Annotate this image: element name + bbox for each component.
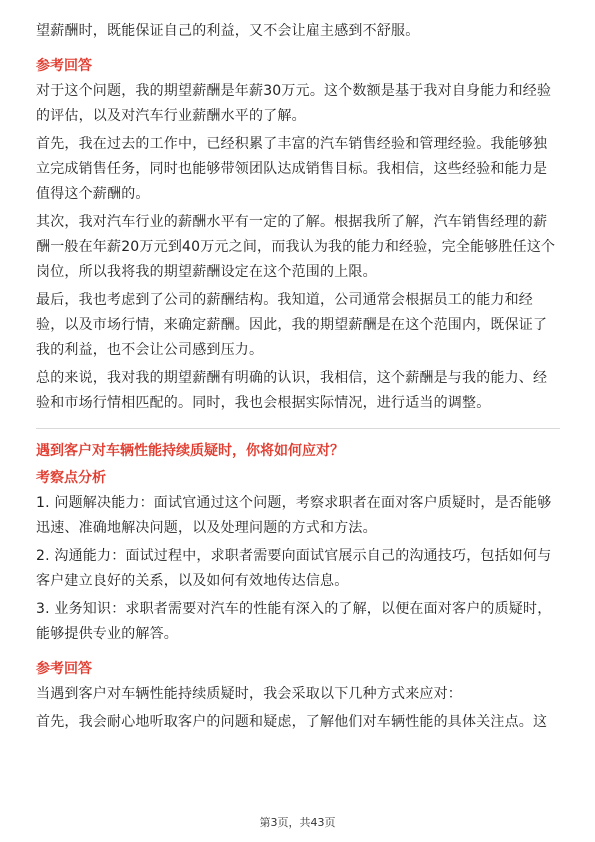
page-content — [36, 19, 560, 738]
reference-answer-label: 参考回答 — [36, 661, 92, 677]
answer-paragraph: 对于这个问题，我的期望薪酬是年薪30万元。这个数额是基于我对自身能力和经验的评估，以及对汽车行业薪酬水平的了解。 — [36, 83, 552, 124]
continuation-paragraph: 望薪酬时，既能保证自己的利益，又不会让雇主感到不舒服。 — [36, 23, 420, 39]
question-title: 遇到客户对车辆性能持续质疑时，你将如何应对？ — [36, 443, 344, 459]
answer-paragraph: 最后，我也考虑到了公司的薪酬结构。我知道，公司通常会根据员工的能力和经验，以及市场行情，来确定薪酬。因此，我的期望薪酬是在这个范围内，既保证了我的利益，也不会让公司感到压力。 — [36, 292, 548, 358]
analysis-point: 3. 业务知识：求职者需要对汽车的性能有深入的了解，以便在面对客户的质疑时，能够提供专业的解答。 — [36, 601, 552, 642]
analysis-label: 考察点分析 — [36, 470, 106, 486]
answer-paragraph: 当遇到客户对车辆性能持续质疑时，我会采取以下几种方式来应对： — [36, 686, 462, 702]
answer-paragraph: 其次，我对汽车行业的薪酬水平有一定的了解。根据我所了解，汽车销售经理的薪酬一般在年薪20万元到40万元之间，而我认为我的能力和经验，完全能够胜任这个岗位，所以我将我的期望薪酬设定在这个范围的上限。 — [36, 214, 556, 280]
reference-answer-label: 参考回答 — [36, 58, 92, 74]
answer-paragraph: 总的来说，我对我的期望薪酬有明确的认识，我相信，这个薪酬是与我的能力、经验和市场行情相匹配的。同时，我也会根据实际情况，进行适当的调整。 — [36, 370, 548, 411]
answer-paragraph: 首先，我会耐心地听取客户的问题和疑虑，了解他们对车辆性能的具体关注点。这 — [36, 714, 548, 730]
page-footer: 第3页，共43页 — [259, 816, 336, 829]
analysis-point: 1. 问题解决能力：面试官通过这个问题，考察求职者在面对客户质疑时，是否能够迅速、准确地解决问题，以及处理问题的方式和方法。 — [36, 495, 552, 536]
section-divider — [36, 428, 560, 429]
answer-paragraph: 首先，我在过去的工作中，已经积累了丰富的汽车销售经验和管理经验。我能够独立完成销售任务，同时也能够带领团队达成销售目标。我相信，这些经验和能力是值得这个薪酬的。 — [36, 136, 548, 202]
analysis-point: 2. 沟通能力：面试过程中，求职者需要向面试官展示自己的沟通技巧，包括如何与客户建立良好的关系，以及如何有效地传达信息。 — [36, 548, 552, 589]
